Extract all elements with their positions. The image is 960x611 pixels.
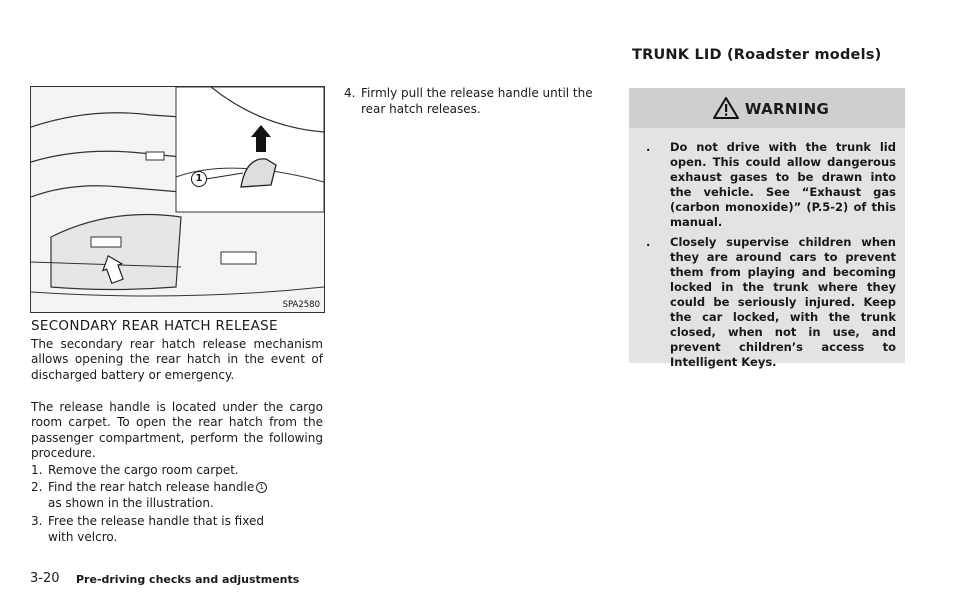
warning-item-text: Do not drive with the trunk lid open. This could allow dangerous exhaust gases to be drawn into the vehicle. See “Exhaust gas (carbon monoxide)” (P.5-2) of this manual. [670,140,896,229]
figure-code: SPA2580 [282,300,320,310]
step-item [31,514,323,546]
step-text: with velcro. [48,530,118,544]
illustration-rear-hatch-release [30,86,325,313]
warning-item [646,235,901,369]
step-text [48,480,267,495]
bullet: . [646,140,651,154]
callout-1: 1 [191,171,207,187]
callout-1-inline: 1 [256,482,267,493]
step-number: 1. [31,463,43,477]
page-section-header: TRUNK LID (Roadster models) [632,47,882,63]
step-text: rear hatch releases. [361,102,481,116]
step-text: Firmly pull the release handle until the [361,86,593,100]
warning-header [629,88,905,128]
step-text: Free the release handle that is fixed [48,514,264,528]
step-item [31,480,323,512]
step-number: 2. [31,480,43,494]
warning-item [646,140,901,230]
step-item [31,463,323,479]
step-text: as shown in the illustration. [48,496,214,510]
warning-item-text: Closely supervise children when they are around cars to prevent them from playing and becoming locked in the trunk where they could be seriously injured. Keep the car locked, with the trunk closed, when not in use, and prevent children’s access to Intelligent Keys. [670,235,896,369]
page-number: 3-20 [30,571,60,586]
step-text-line: Find the rear hatch release handle [48,480,255,494]
warning-title: WARNING [744,100,830,118]
step-number: 3. [31,514,43,528]
step-text: Remove the cargo room carpet. [48,463,239,477]
step-number: 4. [344,86,356,100]
paragraph-description: The secondary rear hatch release mechanism allows opening the rear hatch in the event of discharged battery or emergency. [31,337,323,382]
bullet: . [646,235,651,249]
section-title: SECONDARY REAR HATCH RELEASE [31,318,278,334]
illustration-drawing [31,87,324,312]
step-item [344,86,619,118]
chapter-title: Pre-driving checks and adjustments [76,573,300,586]
paragraph-location: The release handle is located under the cargo room carpet. To open the rear hatch from the passenger compartment, perform the following procedure. [31,400,323,460]
